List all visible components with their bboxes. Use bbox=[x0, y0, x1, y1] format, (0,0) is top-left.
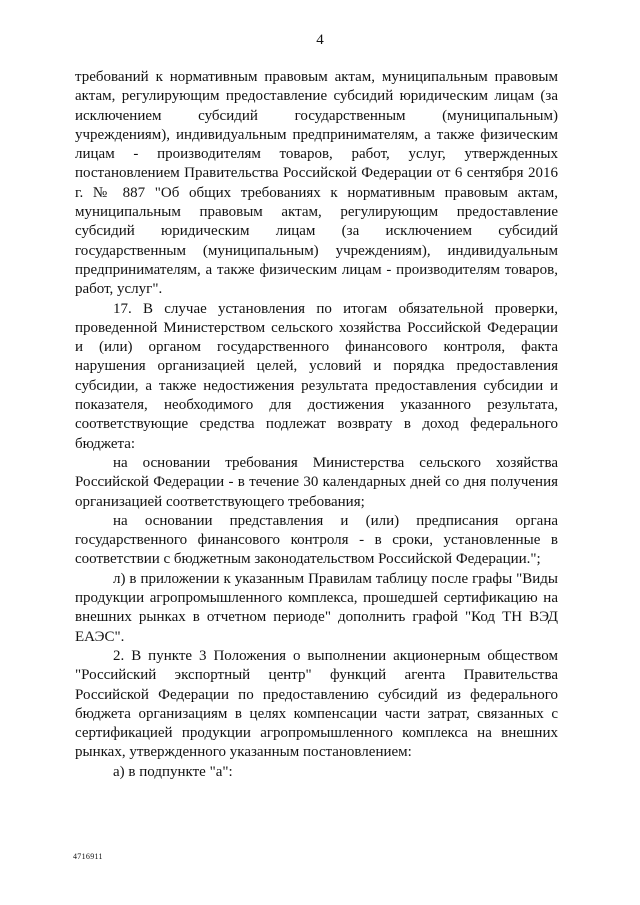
paragraph-item-17: 17. В случае установления по итогам обязательной проверки, проведенной Министерством сельского хозяйства Российской Федерации и (или) органом государственного финансового контроля, факта нарушения организацией целей, условий и порядка предоставления субсидии, а также недостижения результата предоставления субсидии и показателя, необходимого для достижения указанного результата, соответствующие средства подлежат возврату в доход федерального бюджета: bbox=[75, 300, 558, 452]
paragraph-continuation: требований к нормативным правовым актам, муниципальным правовым актам, регулирующим предоставление субсидий юридическим лицам (за исключением субсидий государственным (муниципальным) учреждениям), индивидуальным предпринимателям, а также физическим лицам - производителям товаров, работ, услуг, утвержденных постановлением Правительства Российской Федерации от 6 сентября 2016 г. № 887 "Об общих требованиях к нормативным правовым актам, муниципальным правовым актам, регулирующим предоставление субсидий юридическим лицам (за исключением субсидий государственным (муниципальным) учреждениям), индивидуальным предпринимателям, а также физическим лицам - производителям товаров, работ, услуг". bbox=[75, 69, 558, 298]
paragraph-subitem-a: а) в подпункте "а": bbox=[113, 763, 233, 780]
document-code: 4716911 bbox=[73, 852, 103, 861]
page-number: 4 bbox=[316, 32, 324, 48]
paragraph-ministry-requirement: на основании требования Министерства сельского хозяйства Российской Федерации - в течение 30 календарных дней со дня получения организацией соответствующего требования; bbox=[75, 454, 558, 510]
document-body bbox=[75, 68, 558, 782]
paragraph-item-2: 2. В пункте 3 Положения о выполнении акционерным обществом "Российский экспортный центр" функций агента Правительства Российской Федерации по предоставлению субсидий из федерального бюджета организациям в целях компенсации части затрат, связанных с сертификацией продукции агропромышленного комплекса на внешних рынках, утвержденного указанным постановлением: bbox=[75, 647, 558, 761]
paragraph-control-body: на основании представления и (или) предписания органа государственного финансового контроля - в сроки, установленные в соответствии с бюджетным законодательством Российской Федерации."; bbox=[75, 512, 558, 568]
paragraph-subitem-l: л) в приложении к указанным Правилам таблицу после графы "Виды продукции агропромышленного комплекса, прошедшей сертификацию на внешних рынках в отчетном периоде" дополнить графой "Код ТН ВЭД ЕАЭС". bbox=[75, 570, 558, 645]
